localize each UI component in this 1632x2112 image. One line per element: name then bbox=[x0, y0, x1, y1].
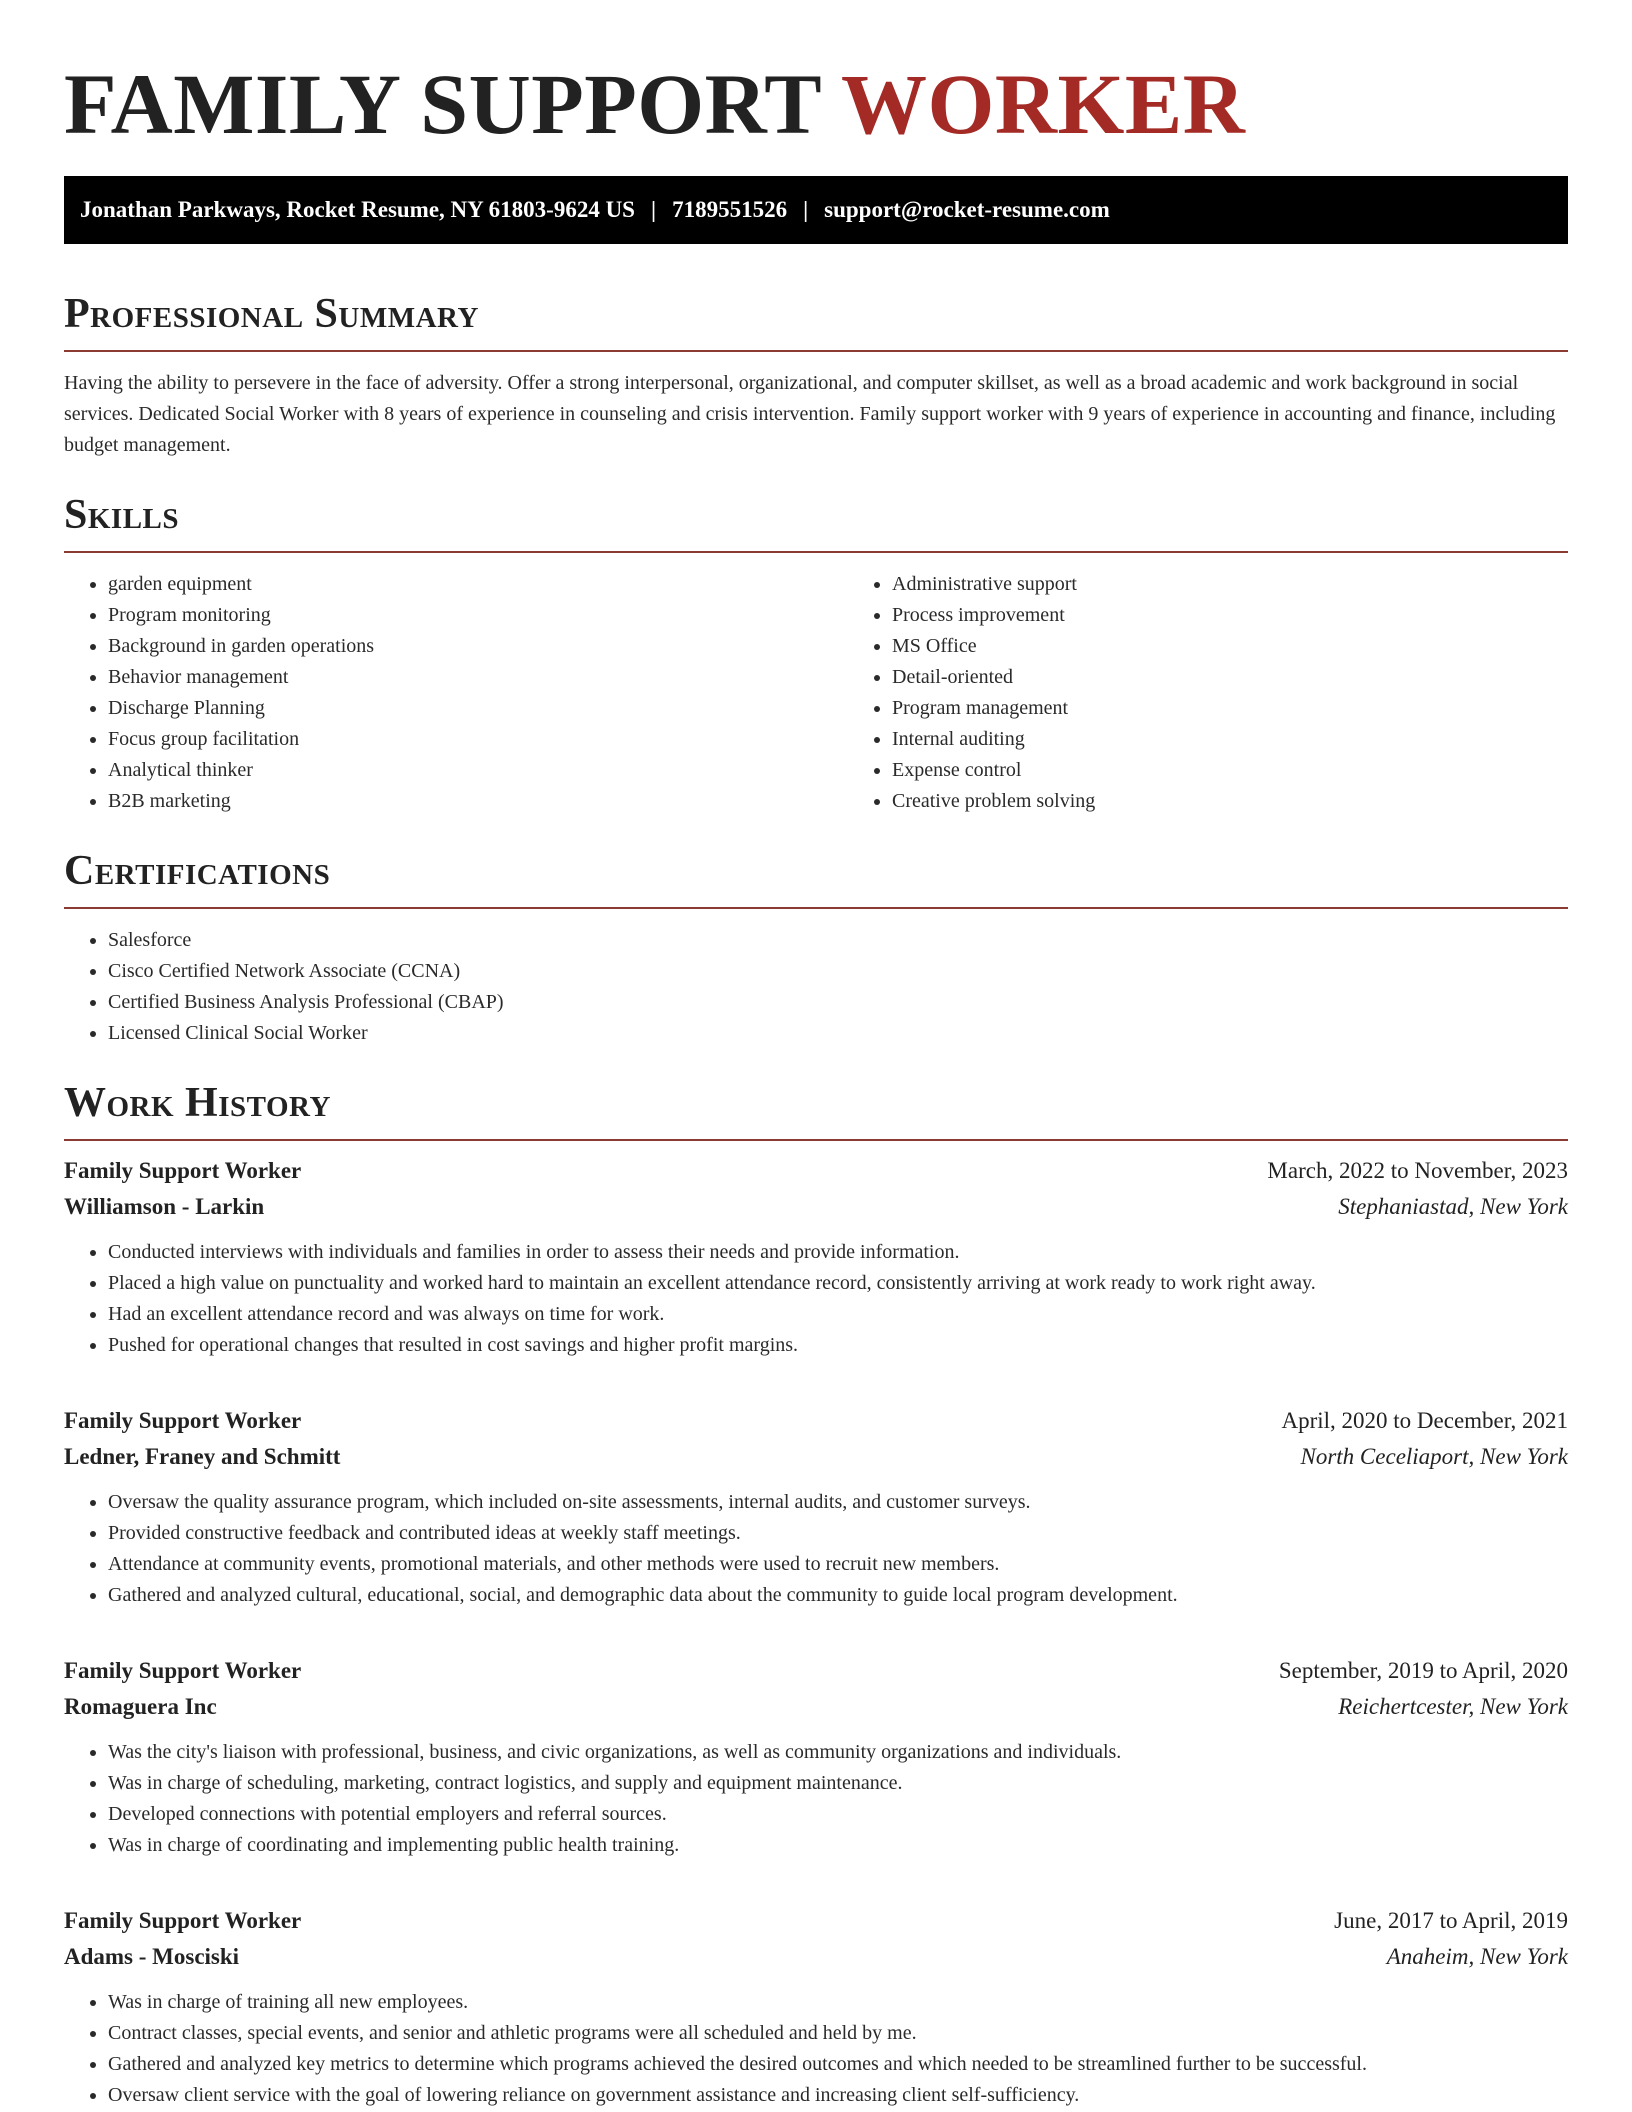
contact-separator: | bbox=[650, 197, 657, 222]
job-location: Anaheim, New York bbox=[1386, 1944, 1568, 1969]
job-entry bbox=[64, 1403, 1568, 1611]
section-divider bbox=[64, 1139, 1568, 1141]
job-company: Ledner, Franey and Schmitt bbox=[64, 1444, 341, 1469]
certifications-list bbox=[64, 925, 1568, 1049]
skill-item: • Internal auditing bbox=[892, 724, 1632, 755]
skill-item: • Expense control bbox=[892, 755, 1632, 786]
job-entry bbox=[64, 1653, 1568, 1861]
job-header-row bbox=[64, 1153, 1568, 1189]
certification-item: • Licensed Clinical Social Worker bbox=[108, 1018, 1568, 1049]
skill-item: • Focus group facilitation bbox=[108, 724, 848, 755]
job-company: Williamson - Larkin bbox=[64, 1194, 265, 1219]
skill-item: • Process improvement bbox=[892, 600, 1632, 631]
section-divider bbox=[64, 907, 1568, 909]
job-company: Adams - Mosciski bbox=[64, 1944, 240, 1969]
job-dates: March, 2022 to November, 2023 bbox=[1267, 1158, 1568, 1183]
skill-item: • Creative problem solving bbox=[892, 786, 1632, 817]
job-bullet: • Gathered and analyzed key metrics to determine which programs achieved the desired outcomes and which needed to be streamlined further to be successful. bbox=[108, 2049, 1568, 2080]
skills-heading: Skills bbox=[64, 492, 180, 538]
skill-item: • MS Office bbox=[892, 631, 1632, 662]
contact-email: support@rocket-resume.com bbox=[824, 197, 1110, 222]
skill-item: • Behavior management bbox=[108, 662, 848, 693]
skill-item: • Program management bbox=[892, 693, 1632, 724]
job-dates: April, 2020 to December, 2021 bbox=[1281, 1408, 1568, 1433]
contact-phone: 7189551526 bbox=[672, 197, 788, 222]
certifications-section bbox=[64, 845, 1568, 1049]
work-history-section bbox=[64, 1077, 1568, 2111]
skill-item: • Detail-oriented bbox=[892, 662, 1632, 693]
job-bullet: • Pushed for operational changes that resulted in cost savings and higher profit margins. bbox=[108, 1330, 1568, 1361]
job-location: North Ceceliaport, New York bbox=[1300, 1444, 1568, 1469]
job-bullet: • Provided constructive feedback and contributed ideas at weekly staff meetings. bbox=[108, 1518, 1568, 1549]
job-entry bbox=[64, 1903, 1568, 2111]
contact-separator: | bbox=[803, 197, 809, 222]
summary-section bbox=[64, 288, 1568, 461]
job-bullet: • Oversaw client service with the goal of lowering reliance on government assistance and increasing client self-sufficiency. bbox=[108, 2080, 1568, 2111]
skills-section bbox=[64, 489, 1568, 817]
job-bullet: • Oversaw the quality assurance program, which included on-site assessments, internal audits, and customer surveys. bbox=[108, 1487, 1568, 1518]
skill-item: • Discharge Planning bbox=[108, 693, 848, 724]
job-title: Family Support Worker bbox=[64, 1158, 302, 1183]
title-main: FAMILY SUPPORT bbox=[64, 56, 842, 152]
job-company-row bbox=[64, 1939, 1568, 1975]
job-dates: June, 2017 to April, 2019 bbox=[1334, 1908, 1568, 1933]
certifications-heading: Certifications bbox=[64, 848, 331, 894]
summary-text: Having the ability to persevere in the face of adversity. Offer a strong interpersonal, organizational, and computer skillset, as well as a broad academic and work background in social services. Dedicated Social Worker with 8 years of experience in counseling and crisis intervention. Family support worker with 9 years of experience in accounting and finance, including budget management. bbox=[64, 372, 1556, 456]
summary-heading: Professional Summary bbox=[64, 291, 479, 337]
job-dates: September, 2019 to April, 2020 bbox=[1278, 1658, 1568, 1683]
skill-item: • Analytical thinker bbox=[108, 755, 848, 786]
job-bullets bbox=[64, 1237, 1568, 1361]
job-bullet: • Had an excellent attendance record and was always on time for work. bbox=[108, 1299, 1568, 1330]
job-bullet: • Conducted interviews with individuals and families in order to assess their needs and provide information. bbox=[108, 1237, 1568, 1268]
section-divider bbox=[64, 350, 1568, 352]
skills-list-left bbox=[64, 569, 848, 817]
job-title: Family Support Worker bbox=[64, 1908, 302, 1933]
job-header-row bbox=[64, 1403, 1568, 1439]
job-bullet: • Was in charge of scheduling, marketing, contract logistics, and supply and equipment maintenance. bbox=[108, 1768, 1568, 1799]
job-header-row bbox=[64, 1903, 1568, 1939]
certification-item: • Salesforce bbox=[108, 925, 1568, 956]
contact-bar bbox=[64, 176, 1568, 244]
job-company-row bbox=[64, 1189, 1568, 1225]
job-bullets bbox=[64, 1737, 1568, 1861]
job-bullets bbox=[64, 1987, 1568, 2111]
skills-grid bbox=[64, 569, 1568, 817]
title-accent: WORKER bbox=[841, 56, 1246, 152]
job-title: Family Support Worker bbox=[64, 1658, 302, 1683]
job-company-row bbox=[64, 1439, 1568, 1475]
skill-item: • B2B marketing bbox=[108, 786, 848, 817]
job-bullet: • Contract classes, special events, and senior and athletic programs were all scheduled and held by me. bbox=[108, 2018, 1568, 2049]
section-divider bbox=[64, 551, 1568, 553]
jobs-list bbox=[64, 1153, 1568, 2111]
skills-list-right bbox=[848, 569, 1632, 817]
job-bullet: • Was the city's liaison with professional, business, and civic organizations, as well as community organizations and individuals. bbox=[108, 1737, 1568, 1768]
certification-item: • Certified Business Analysis Professional (CBAP) bbox=[108, 987, 1568, 1018]
job-company-row bbox=[64, 1689, 1568, 1725]
job-bullet: • Was in charge of training all new employees. bbox=[108, 1987, 1568, 2018]
job-bullet: • Was in charge of coordinating and implementing public health training. bbox=[108, 1830, 1568, 1861]
job-header-row bbox=[64, 1653, 1568, 1689]
contact-address: Jonathan Parkways, Rocket Resume, NY 61803-9624 US bbox=[80, 197, 635, 222]
job-location: Stephaniastad, New York bbox=[1338, 1194, 1568, 1219]
skill-item: • garden equipment bbox=[108, 569, 848, 600]
resume-title bbox=[64, 54, 1568, 154]
skill-item: • Background in garden operations bbox=[108, 631, 848, 662]
skill-item: • Program monitoring bbox=[108, 600, 848, 631]
job-bullets bbox=[64, 1487, 1568, 1611]
job-title: Family Support Worker bbox=[64, 1408, 302, 1433]
job-bullet: • Developed connections with potential employers and referral sources. bbox=[108, 1799, 1568, 1830]
job-company: Romaguera Inc bbox=[64, 1694, 217, 1719]
job-bullet: • Gathered and analyzed cultural, educational, social, and demographic data about the community to guide local program development. bbox=[108, 1580, 1568, 1611]
job-bullet: • Placed a high value on punctuality and worked hard to maintain an excellent attendance record, consistently arriving at work ready to work right away. bbox=[108, 1268, 1568, 1299]
job-entry bbox=[64, 1153, 1568, 1361]
skill-item: • Administrative support bbox=[892, 569, 1632, 600]
job-location: Reichertcester, New York bbox=[1338, 1694, 1568, 1719]
work-history-heading: Work History bbox=[64, 1080, 331, 1126]
job-bullet: • Attendance at community events, promotional materials, and other methods were used to recruit new members. bbox=[108, 1549, 1568, 1580]
certification-item: • Cisco Certified Network Associate (CCNA) bbox=[108, 956, 1568, 987]
